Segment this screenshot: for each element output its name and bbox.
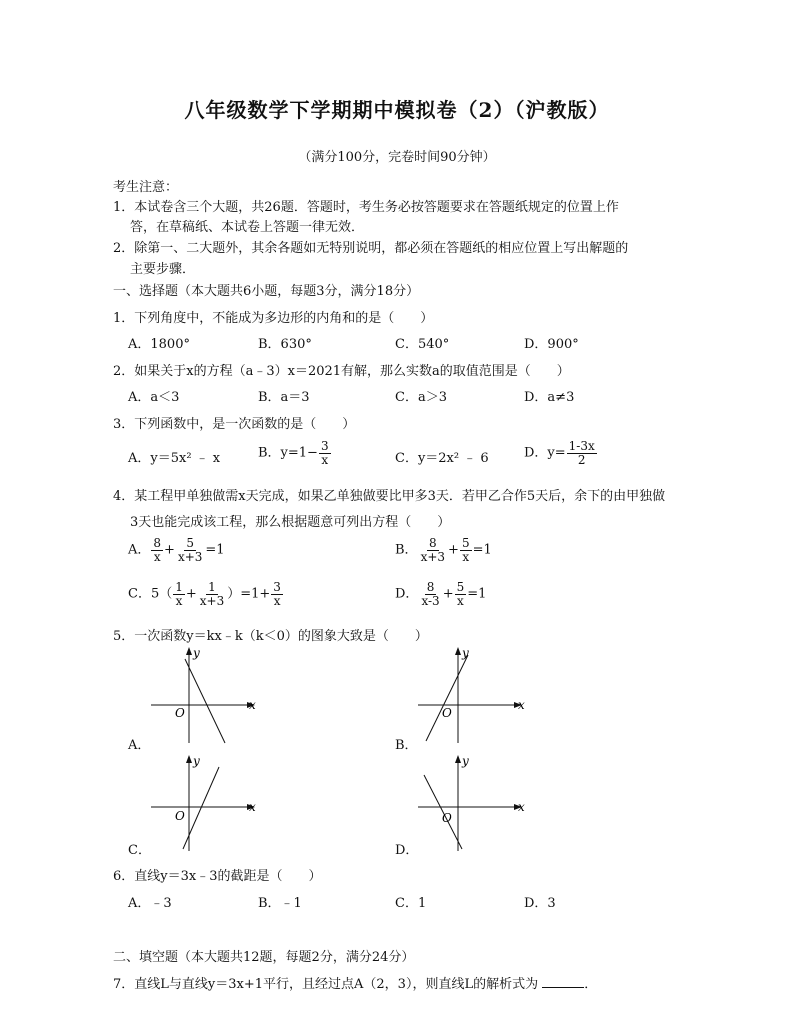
fraction: $\frac{1}{x}$ [175, 580, 183, 608]
fraction: $\frac{1}{x+3}$ [199, 580, 225, 608]
x-axis-label: x [518, 800, 525, 814]
fraction: $\frac{8}{x}$ [153, 536, 162, 564]
y-axis-label: y [193, 754, 200, 768]
plus-sign: + [442, 586, 454, 602]
y-axis-arrow [455, 647, 461, 655]
option-label: D． [395, 586, 419, 602]
notice-item-1-cont: 答，在草稿纸、本试卷上答题一律无效． [130, 220, 365, 235]
fraction: $\frac{8}{x+3}$ [420, 536, 446, 564]
graph-c [145, 753, 265, 853]
question-3-option-b[interactable] [258, 440, 332, 466]
fraction: $\frac{8}{x-3}$ [421, 580, 440, 608]
question-3-option-c[interactable]: C．y＝2x² ﹣ 6 [395, 451, 489, 466]
y-axis-label: y [193, 646, 200, 660]
question-1-option-a[interactable]: A．1800° [128, 337, 190, 352]
fraction: $\frac{3}{x}$ [273, 580, 281, 608]
question-5-option-c[interactable]: C． [128, 843, 151, 858]
y-axis-label: y [462, 646, 469, 660]
plus-sign: + [185, 586, 197, 602]
option-label: B． [395, 542, 418, 558]
graph-line [183, 767, 219, 849]
option-label: C．5（ [128, 586, 173, 602]
question-3-option-a[interactable]: A．y＝5x² ﹣ x [128, 451, 221, 466]
y-axis-arrow [186, 755, 192, 763]
equation-tail: =1 [205, 542, 225, 558]
question-5-option-b[interactable]: B． [395, 738, 418, 753]
question-7 [113, 973, 597, 992]
question-2-stem: 2．如果关于x的方程（a﹣3）x＝2021有解，那么实数a的取值范围是（ ） [113, 364, 570, 379]
equation-tail: =1 [467, 586, 487, 602]
option-label: A． [128, 542, 151, 558]
question-2-option-b[interactable]: B．a＝3 [258, 390, 310, 405]
equation-mid: ）=1+ [227, 586, 271, 602]
notice-item-2: 2．除第一、二大题外，其余各题如无特别说明，都必须在答题纸的相应位置上写出解题的 [113, 241, 629, 256]
question-6-option-d[interactable]: D．3 [524, 896, 556, 911]
question-1-option-b[interactable]: B．630° [258, 337, 312, 352]
graph-line [185, 659, 225, 743]
question-4-stem-cont: 3天也能完成该工程，那么根据题意可列出方程（ ） [130, 515, 451, 530]
notice-item-1: 1．本试卷含三个大题，共26题．答题时，考生务必按答题要求在答题纸规定的位置上作 [113, 200, 619, 215]
question-6-option-c[interactable]: C．1 [395, 896, 427, 911]
question-2-option-d[interactable]: D．a≠3 [524, 390, 575, 405]
question-7-end: ． [584, 977, 598, 992]
question-1-option-d[interactable]: D．900° [524, 337, 579, 352]
question-4-stem: 4．某工程甲单独做需x天完成，如果乙单独做要比甲多3天．若甲乙合作5天后，余下的由甲独做 [113, 489, 666, 504]
question-4-option-c[interactable] [128, 581, 284, 607]
fraction: $\frac{3}{x}$ [320, 439, 329, 467]
option-d-prefix: D．y= [524, 445, 566, 461]
question-4-option-b[interactable] [395, 537, 492, 563]
notice-heading: 考生注意： [113, 180, 179, 195]
page-title: 八年级数学下学期期中模拟卷（2）（沪教版） [184, 98, 610, 122]
equation-tail: =1 [472, 542, 492, 558]
origin-label: O [442, 706, 452, 720]
fraction: $\frac{1-3x}{2}$ [568, 439, 595, 467]
question-4-option-a[interactable] [128, 537, 225, 563]
question-2-option-c[interactable]: C．a＞3 [395, 390, 447, 405]
section-1-heading: 一、选择题（本大题共6小题，每题3分，满分18分） [113, 284, 420, 299]
answer-blank[interactable] [542, 975, 584, 988]
option-b-prefix: B．y=1− [258, 445, 318, 461]
notice-item-2-cont: 主要步骤． [130, 262, 196, 277]
y-axis-arrow [186, 647, 192, 655]
page-subtitle: （满分100分，完卷时间90分钟） [298, 150, 496, 165]
x-axis-label: x [249, 800, 256, 814]
question-3-stem: 3．下列函数中，是一次函数的是（ ） [113, 417, 356, 432]
question-7-stem: 7．直线L与直线y＝3x+1平行，且经过点A（2，3），则直线L的解析式为 [113, 977, 539, 992]
graph-b [412, 645, 532, 745]
question-2-option-a[interactable]: A．a＜3 [128, 390, 180, 405]
plus-sign: + [164, 542, 175, 558]
plus-sign: + [448, 542, 459, 558]
question-6-stem: 6．直线y＝3x﹣3的截距是（ ） [113, 869, 322, 884]
question-6-option-a[interactable]: A．﹣3 [128, 896, 172, 911]
section-2-heading: 二、填空题（本大题共12题，每题2分，满分24分） [113, 950, 415, 965]
x-axis-label: x [518, 698, 525, 712]
origin-label: O [442, 811, 452, 825]
y-axis-arrow [455, 755, 461, 763]
graph-a [145, 645, 265, 745]
question-1-option-c[interactable]: C．540° [395, 337, 450, 352]
question-5-option-d[interactable]: D． [395, 843, 419, 858]
graph-line [426, 655, 468, 741]
y-axis-label: y [462, 754, 469, 768]
question-6-option-b[interactable]: B．﹣1 [258, 896, 302, 911]
origin-label: O [175, 706, 185, 720]
question-4-option-d[interactable] [395, 581, 486, 607]
fraction: $\frac{5}{x}$ [456, 580, 465, 608]
fraction: $\frac{5}{x+3}$ [177, 536, 203, 564]
question-1-stem: 1．下列角度中，不能成为多边形的内角和的是（ ） [113, 311, 434, 326]
graph-d [412, 753, 532, 853]
question-3-option-d[interactable] [524, 440, 598, 466]
fraction: $\frac{5}{x}$ [461, 536, 470, 564]
question-5-option-a[interactable]: A． [128, 738, 151, 753]
question-5-stem: 5．一次函数y＝kx﹣k（k＜0）的图象大致是（ ） [113, 629, 428, 644]
x-axis-label: x [249, 698, 256, 712]
origin-label: O [175, 809, 185, 823]
